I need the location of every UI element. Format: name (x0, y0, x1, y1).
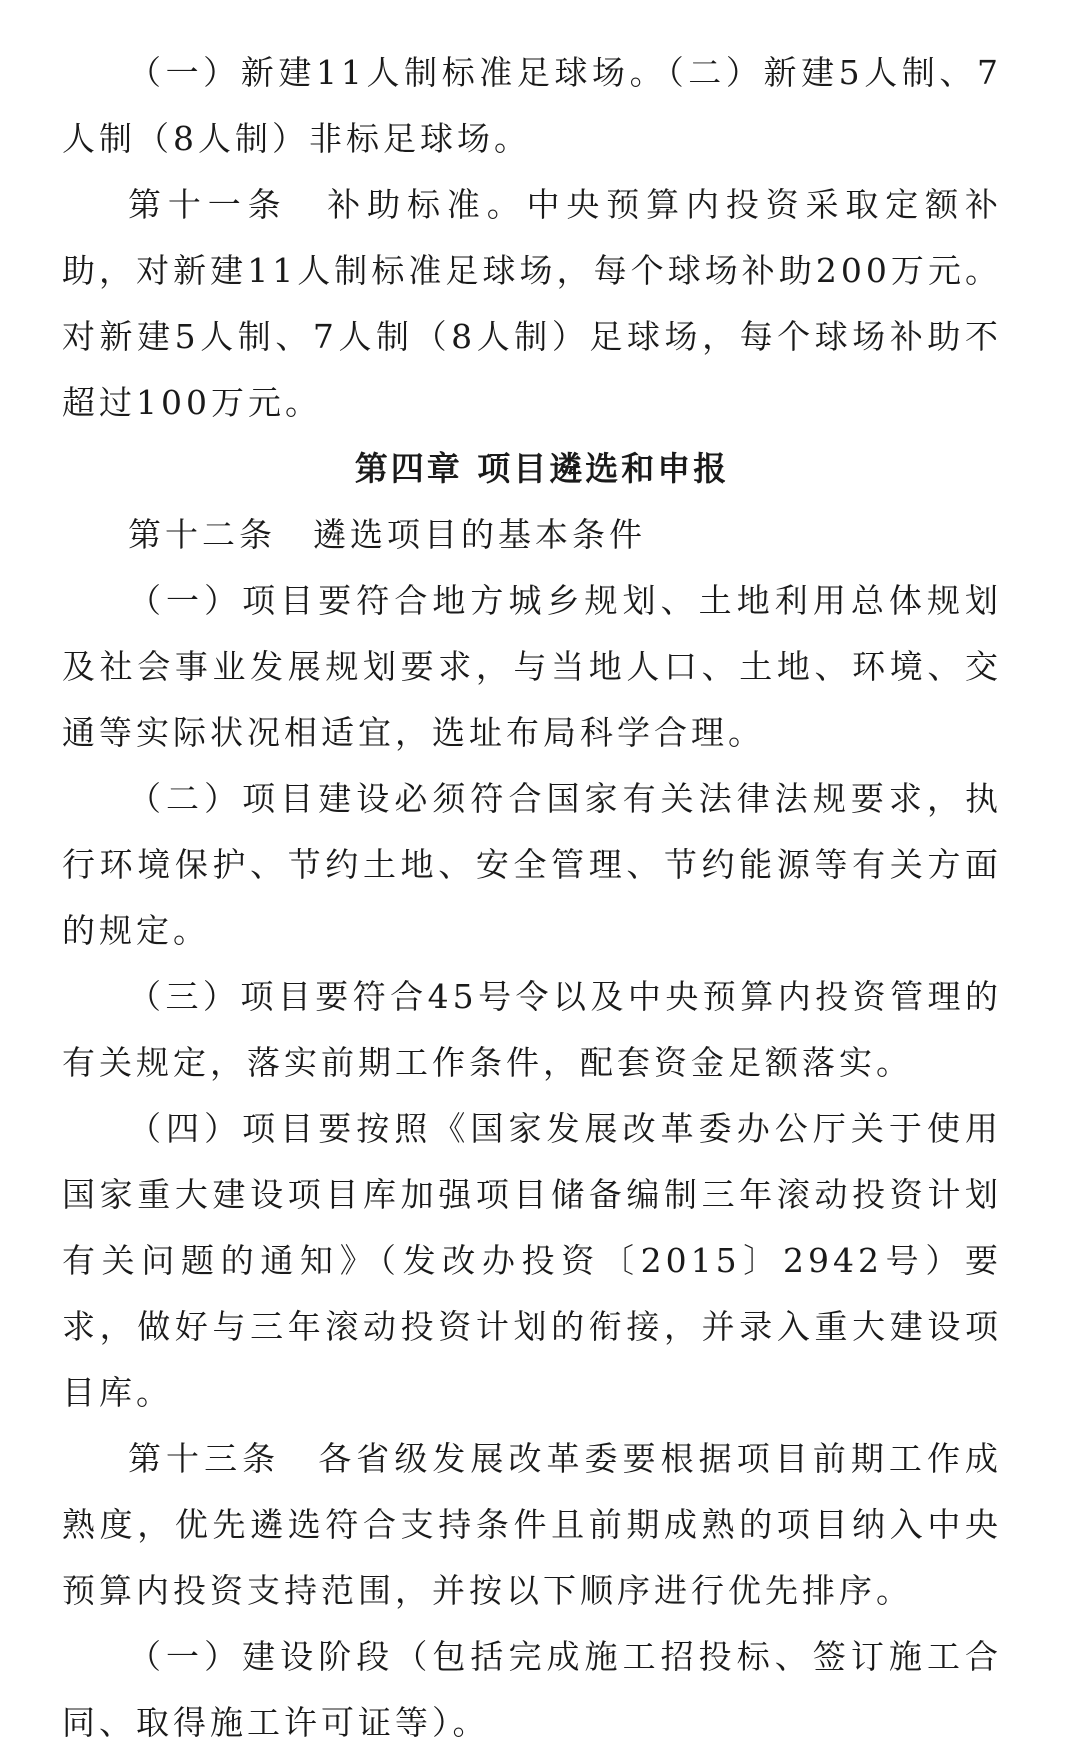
paragraph-article-12-item-4: （四）项目要按照《国家发展改革委办公厅关于使用国家重大建设项目库加强项目储备编制三年滚动投资计划有关问题的通知》（发改办投资〔2015〕2942号）要求，做好与三年滚动投资计划的衔接，并录入重大建设项目库。 (62, 1109, 1002, 1412)
paragraph-article-12-item-3: （三）项目要符合45号令以及中央预算内投资管理的有关规定，落实前期工作条件，配套资金足额落实。 (62, 977, 1002, 1082)
paragraph-article-12-title: 第十二条 遴选项目的基本条件 (128, 515, 646, 554)
paragraph-article-12-item-2: （二）项目建设必须符合国家有关法律法规要求，执行环境保护、节约土地、安全管理、节约能源等有关方面的规定。 (62, 779, 1002, 950)
paragraph-article-12-item-1: （一）项目要符合地方城乡规划、土地利用总体规划及社会事业发展规划要求，与当地人口、土地、环境、交通等实际状况相适宜，选址布局科学合理。 (62, 581, 1002, 752)
chapter-heading-4: 第四章 项目遴选和申报 (354, 449, 730, 488)
paragraph-article-13: 第十三条 各省级发展改革委要根据项目前期工作成熟度，优先遴选符合支持条件且前期成熟的项目纳入中央预算内投资支持范围，并按以下顺序进行优先排序。 (62, 1439, 1002, 1610)
paragraph-article-13-item-1: （一）建设阶段（包括完成施工招投标、签订施工合同、取得施工许可证等）。 (62, 1637, 1002, 1742)
paragraph-item-1-football-field-types: （一）新建11人制标准足球场。（二）新建5人制、7人制（8人制）非标足球场。 (62, 53, 1002, 158)
paragraph-article-11-subsidy-standard: 第十一条 补助标准。中央预算内投资采取定额补助，对新建11人制标准足球场，每个球场补助200万元。对新建5人制、7人制（8人制）足球场，每个球场补助不超过100万元。 (62, 185, 1002, 422)
document-body (62, 40, 1002, 1756)
